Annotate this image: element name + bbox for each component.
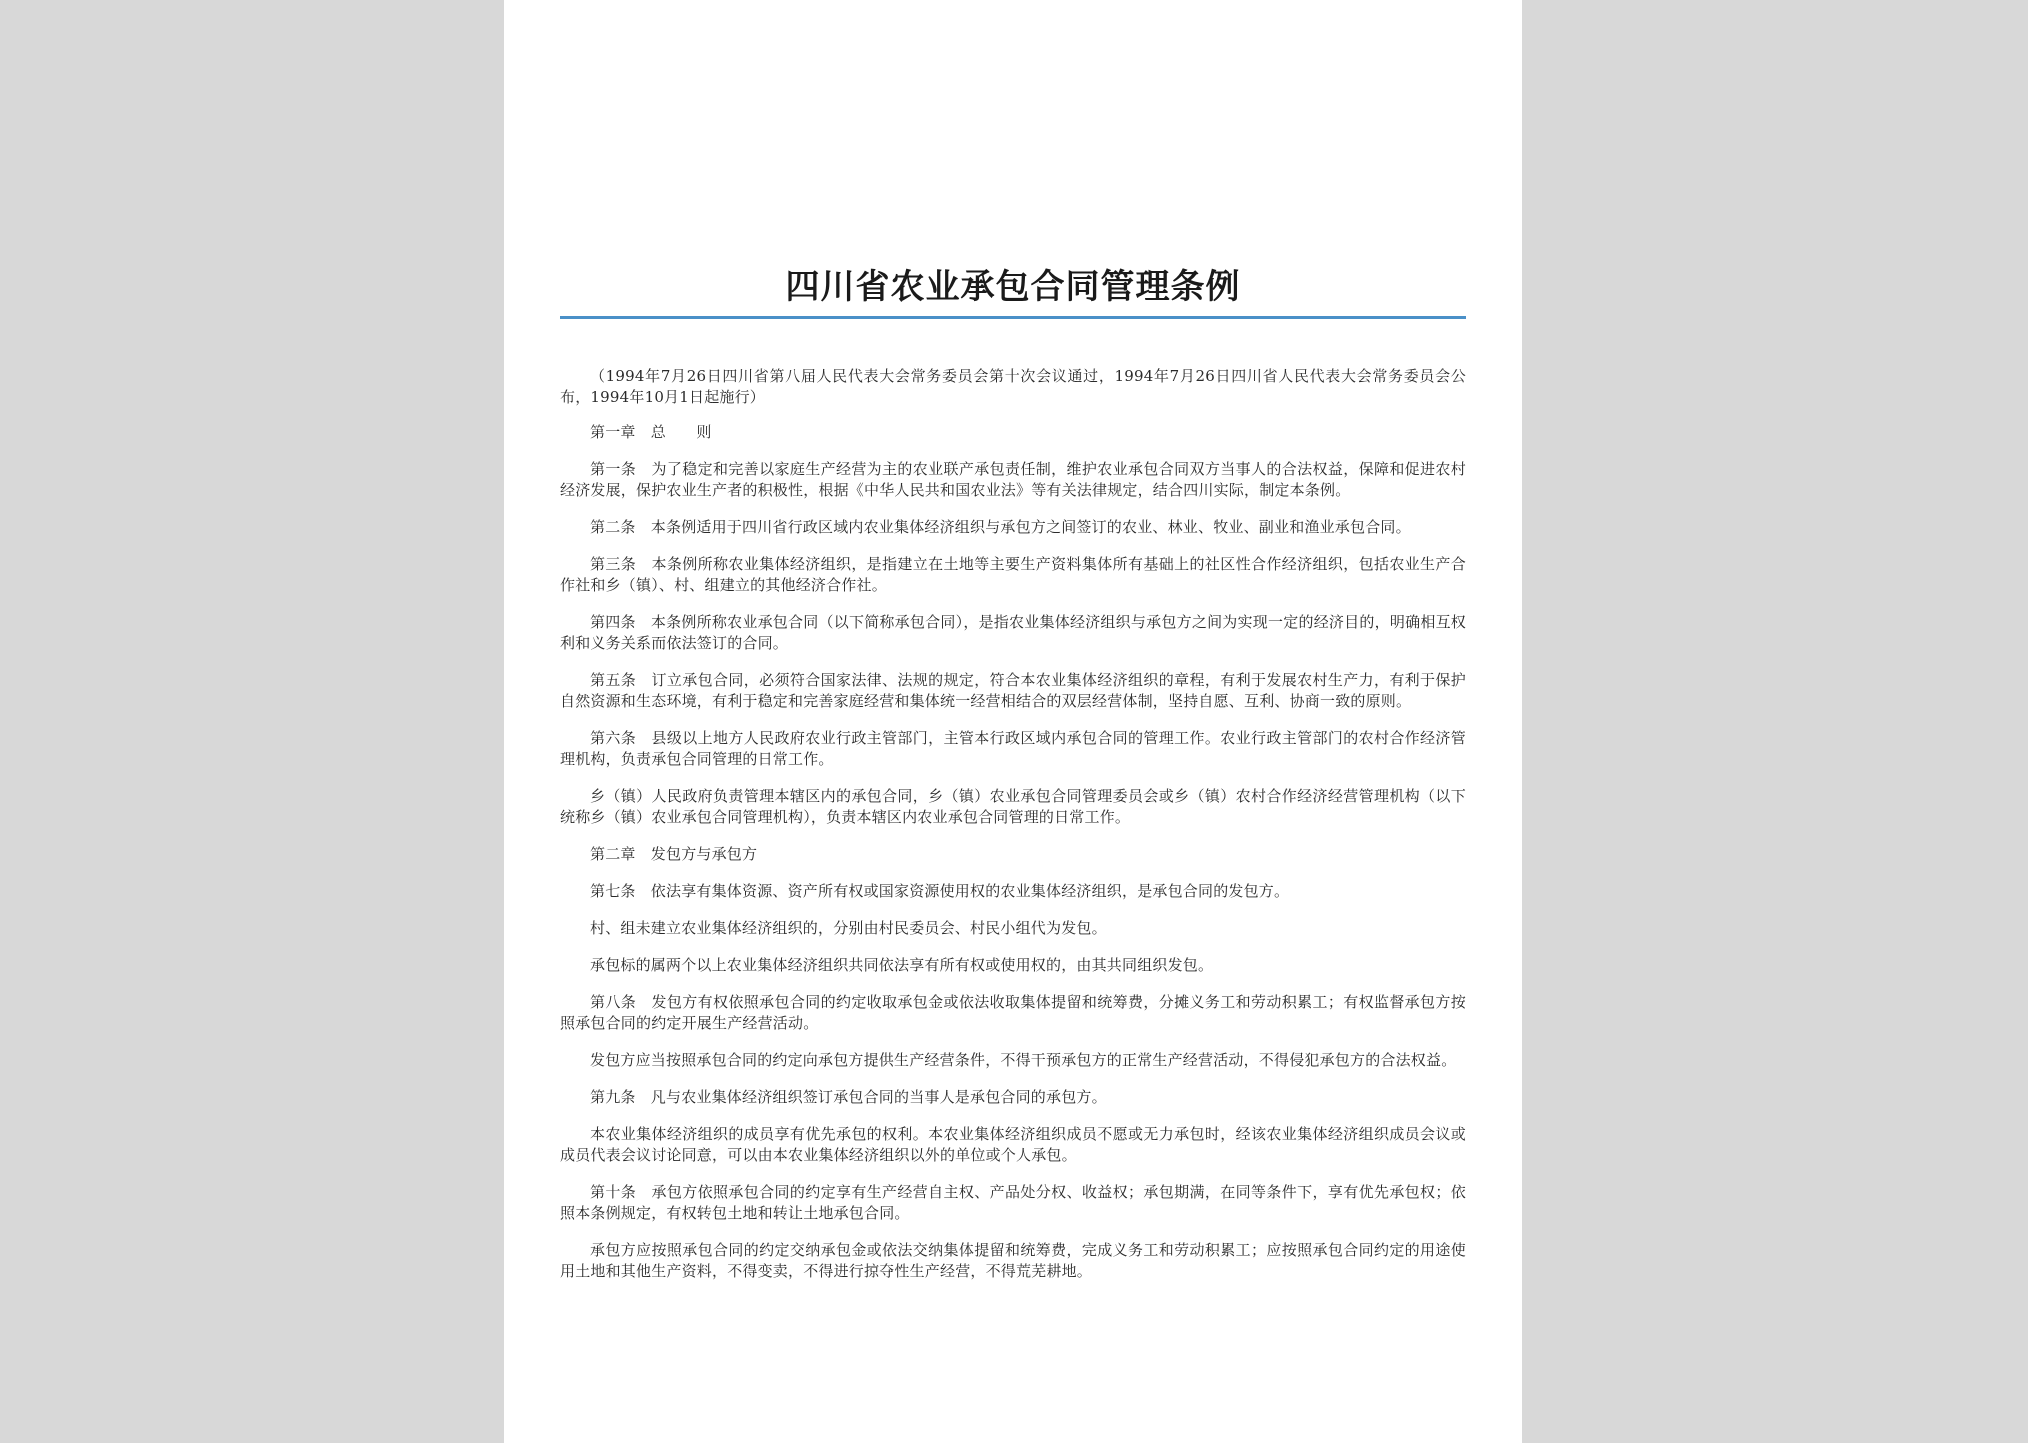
article-paragraph: 第六条 县级以上地方人民政府农业行政主管部门，主管本行政区域内承包合同的管理工作。农业行政主管部门的农村合作经济管理机构，负责承包合同管理的日常工作。 [560, 729, 1466, 768]
title-underline [560, 316, 1466, 319]
article-paragraph: 第二条 本条例适用于四川省行政区域内农业集体经济组织与承包方之间签订的农业、林业、牧业、副业和渔业承包合同。 [590, 518, 1411, 536]
article-paragraph: 乡（镇）人民政府负责管理本辖区内的承包合同，乡（镇）农业承包合同管理委员会或乡（镇）农村合作经济经营管理机构（以下统称乡（镇）农业承包合同管理机构），负责本辖区内农业承包合同管理的日常工作。 [560, 787, 1466, 826]
document-body [560, 366, 1466, 1298]
article-paragraph: 本农业集体经济组织的成员享有优先承包的权利。本农业集体经济组织成员不愿或无力承包时，经该农业集体经济组织成员会议或成员代表会议讨论同意，可以由本农业集体经济组织以外的单位或个人承包。 [560, 1125, 1466, 1164]
article-paragraph: 承包方应按照承包合同的约定交纳承包金或依法交纳集体提留和统筹费，完成义务工和劳动积累工；应按照承包合同约定的用途使用土地和其他生产资料，不得变卖，不得进行掠夺性生产经营，不得荒芜耕地。 [560, 1241, 1466, 1280]
article-paragraph: 承包标的属两个以上农业集体经济组织共同依法享有所有权或使用权的，由其共同组织发包。 [590, 956, 1214, 974]
article-paragraph: 第七条 依法享有集体资源、资产所有权或国家资源使用权的农业集体经济组织，是承包合同的发包方。 [590, 882, 1290, 900]
article-paragraph: 第三条 本条例所称农业集体经济组织，是指建立在土地等主要生产资料集体所有基础上的社区性合作经济组织，包括农业生产合作社和乡（镇）、村、组建立的其他经济合作社。 [560, 555, 1466, 594]
article-paragraph: 第八条 发包方有权依照承包合同的约定收取承包金或依法收取集体提留和统筹费，分摊义务工和劳动积累工；有权监督承包方按照承包合同的约定开展生产经营活动。 [560, 993, 1466, 1032]
article-paragraph: 第十条 承包方依照承包合同的约定享有生产经营自主权、产品处分权、收益权；承包期满，在同等条件下，享有优先承包权；依照本条例规定，有权转包土地和转让土地承包合同。 [560, 1183, 1466, 1222]
article-paragraph: 村、组未建立农业集体经济组织的，分别由村民委员会、村民小组代为发包。 [590, 919, 1107, 937]
document-page [504, 0, 1522, 1443]
document-title: 四川省农业承包合同管理条例 [785, 267, 1241, 307]
chapter-heading: 第一章 总 则 [590, 423, 712, 441]
article-paragraph: 发包方应当按照承包合同的约定向承包方提供生产经营条件，不得干预承包方的正常生产经营活动，不得侵犯承包方的合法权益。 [590, 1051, 1457, 1069]
article-paragraph: 第九条 凡与农业集体经济组织签订承包合同的当事人是承包合同的承包方。 [590, 1088, 1107, 1106]
enactment-note: （1994年7月26日四川省第八届人民代表大会常务委员会第十次会议通过，1994年7月26日四川省人民代表大会常务委员会公布，1994年10月1日起施行） [560, 367, 1466, 406]
article-paragraph: 第四条 本条例所称农业承包合同（以下简称承包合同），是指农业集体经济组织与承包方之间为实现一定的经济目的，明确相互权利和义务关系而依法签订的合同。 [560, 613, 1466, 652]
article-paragraph: 第一条 为了稳定和完善以家庭生产经营为主的农业联产承包责任制，维护农业承包合同双方当事人的合法权益，保障和促进农村经济发展，保护农业生产者的积极性，根据《中华人民共和国农业法》等有关法律规定，结合四川实际，制定本条例。 [560, 460, 1466, 499]
article-paragraph: 第五条 订立承包合同，必须符合国家法律、法规的规定，符合本农业集体经济组织的章程，有利于发展农村生产力，有利于保护自然资源和生态环境，有利于稳定和完善家庭经营和集体统一经营相结合的双层经营体制，坚持自愿、互利、协商一致的原则。 [560, 671, 1466, 710]
chapter-heading: 第二章 发包方与承包方 [590, 845, 758, 863]
